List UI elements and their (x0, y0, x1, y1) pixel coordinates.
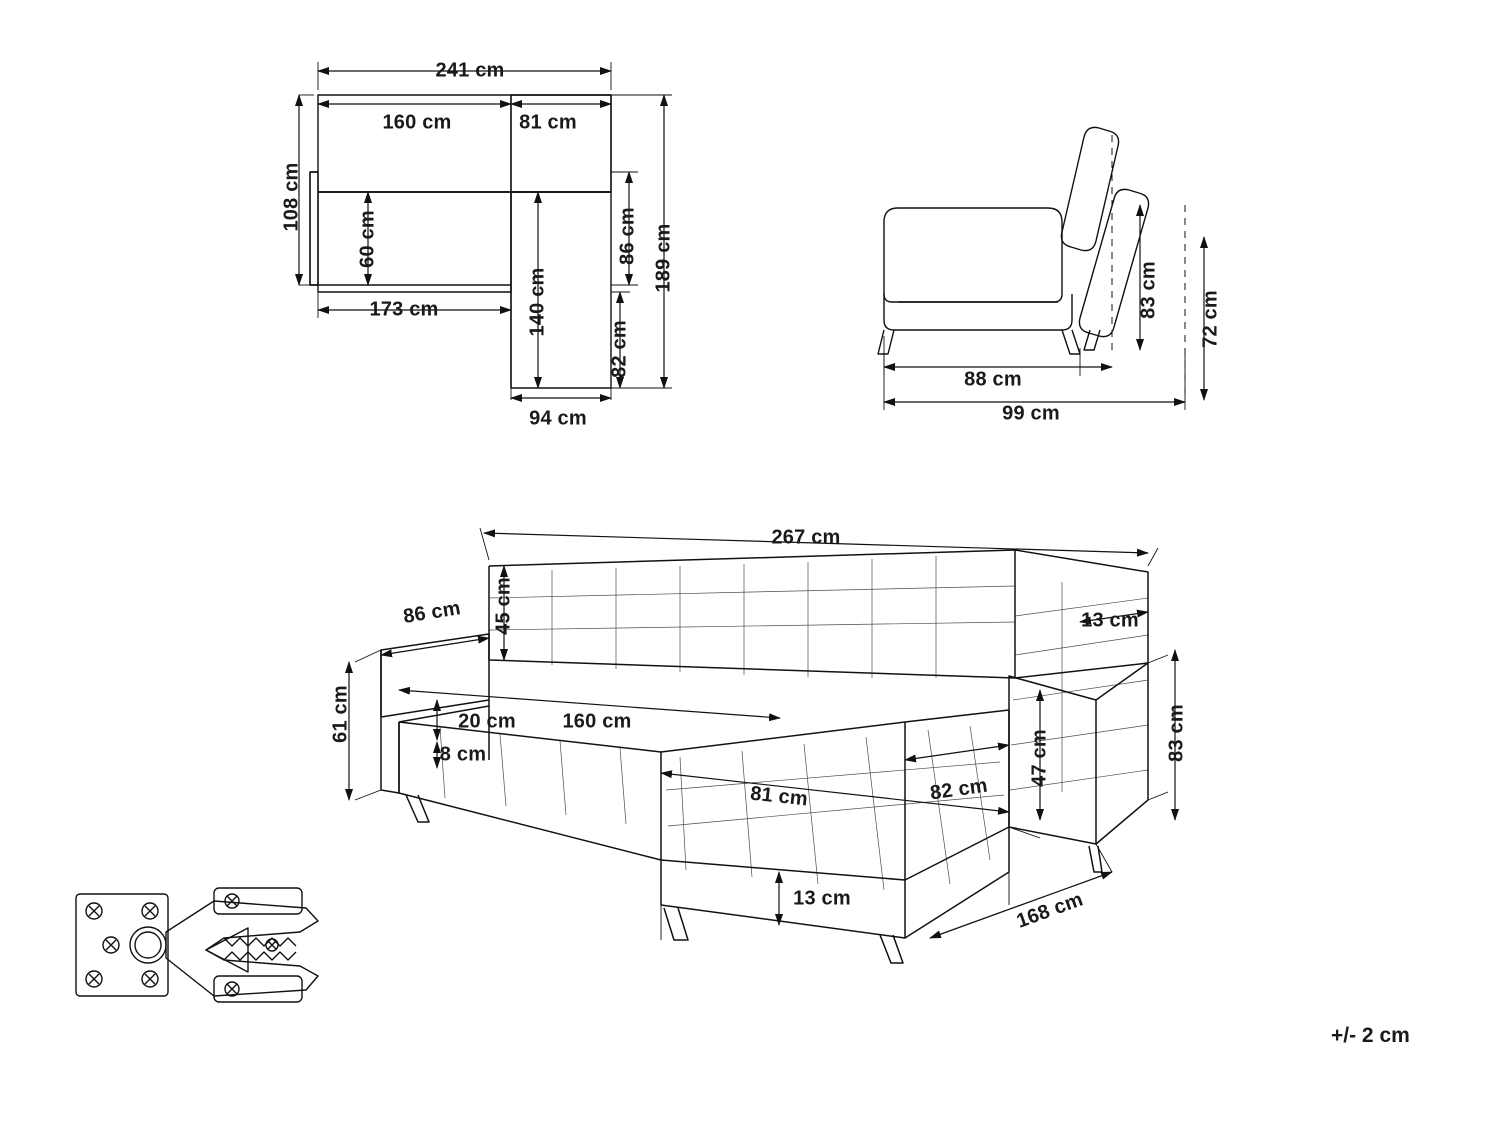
dim-83cm-side: 83 cm (1137, 261, 1160, 319)
side-view-outline (878, 127, 1149, 354)
dim-47cm: 47 cm (1028, 729, 1051, 787)
dim-83cm-persp: 83 cm (1165, 704, 1188, 762)
dim-189cm: 189 cm (652, 223, 675, 293)
dim-45cm: 45 cm (492, 577, 515, 635)
dim-61cm: 61 cm (329, 685, 352, 743)
perspective-tufting-grid (440, 556, 1148, 890)
dim-99cm: 99 cm (1002, 402, 1060, 425)
dim-60cm: 60 cm (356, 210, 379, 268)
dim-168cm: 168 cm (1013, 888, 1087, 933)
dim-173cm: 173 cm (369, 298, 439, 321)
dim-94cm: 94 cm (529, 407, 587, 430)
dim-81cm-top: 81 cm (519, 111, 577, 134)
hardware-bracket (76, 888, 318, 1002)
dim-13cm-top: 13 cm (1081, 609, 1139, 632)
dim-267cm: 267 cm (771, 526, 841, 549)
dim-140cm: 140 cm (526, 267, 549, 337)
dim-88cm: 88 cm (964, 368, 1022, 391)
tolerance-note: +/- 2 cm (1331, 1024, 1410, 1047)
dim-86cm-top: 86 cm (616, 207, 639, 265)
dim-160cm-persp: 160 cm (562, 710, 632, 733)
top-view-bed-outline (310, 95, 611, 388)
dim-108cm: 108 cm (280, 162, 303, 232)
dim-82cm-top: 82 cm (608, 320, 631, 378)
dim-81cm-persp: 81 cm (749, 782, 809, 811)
dim-8cm: 8 cm (439, 743, 487, 766)
dim-241cm: 241 cm (435, 59, 505, 82)
dim-82cm-persp: 82 cm (928, 774, 990, 805)
dim-72cm: 72 cm (1199, 290, 1222, 348)
dim-86cm-persp: 86 cm (401, 597, 463, 628)
dim-20cm: 20 cm (458, 710, 516, 733)
dim-160cm-top: 160 cm (382, 111, 452, 134)
dim-13cm-bottom: 13 cm (793, 887, 851, 910)
